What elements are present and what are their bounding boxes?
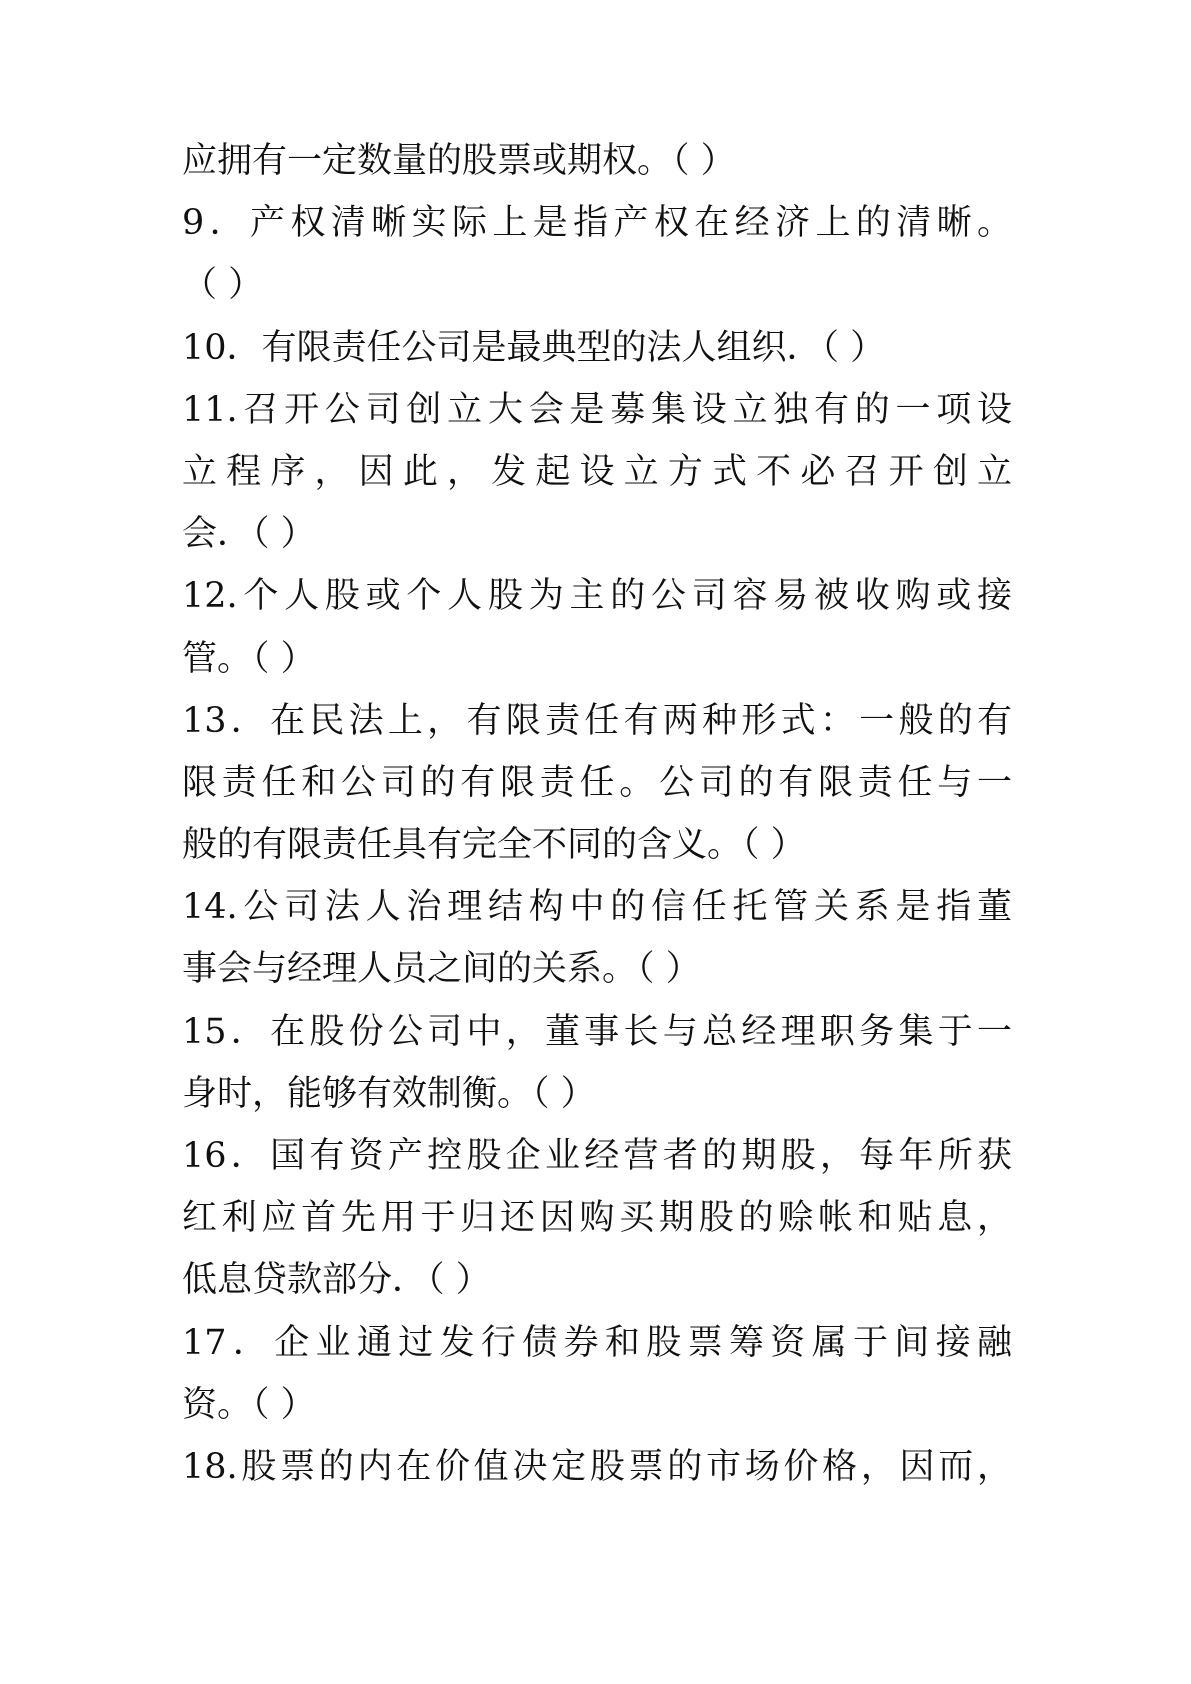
question-9-answer-blank: （ ） <box>182 265 264 306</box>
question-14-line-1: 14.公司法人治理结构中的信任托管关系是指董 <box>182 887 1012 928</box>
question-11-line-1: 11.召开公司创立大会是募集设立独有的一项设 <box>182 389 1012 430</box>
question-18-line-1: 18.股票的内在价值决定股票的市场价格，因而， <box>182 1446 1012 1487</box>
question-11-line-2: 立程序，因此，发起设立方式不必召开创立 <box>182 451 1012 492</box>
question-11-line-3: 会．（ ） <box>182 514 316 555</box>
question-list <box>182 130 1012 1498</box>
question-15-line-2: 身时，能够有效制衡。（ ） <box>182 1073 596 1114</box>
question-13-line-2: 限责任和公司的有限责任。公司的有限责任与一 <box>182 762 1012 803</box>
question-10: 10．有限责任公司是最典型的法人组织．（ ） <box>182 327 886 368</box>
question-17-line-1: 17．企业通过发行债券和股票筹资属于间接融 <box>182 1322 1012 1363</box>
question-8-continuation: 应拥有一定数量的股票或期权。（ ） <box>182 141 736 181</box>
question-15-line-1: 15．在股份公司中，董事长与总经理职务集于一 <box>182 1011 1012 1052</box>
question-16-line-1: 16．国有资产控股企业经营者的期股，每年所获 <box>182 1136 1012 1176</box>
question-16-line-2: 红利应首先用于归还因购买期股的赊帐和贴息， <box>182 1198 1012 1239</box>
question-17-line-2: 资。（ ） <box>182 1384 316 1425</box>
question-12-line-2: 管。（ ） <box>182 638 316 679</box>
question-14-line-2: 事会与经理人员之间的关系。（ ） <box>182 949 701 990</box>
question-16-line-3: 低息贷款部分．（ ） <box>182 1260 491 1301</box>
question-12-line-1: 12.个人股或个人股为主的公司容易被收购或接 <box>182 576 1012 617</box>
question-13-line-3: 般的有限责任具有完全不同的含义。（ ） <box>182 825 806 866</box>
question-13-line-1: 13．在民法上，有限责任有两种形式：一般的有 <box>182 700 1012 741</box>
question-9-line-1: 9．产权清晰实际上是指产权在经济上的清晰。 <box>182 203 1012 244</box>
